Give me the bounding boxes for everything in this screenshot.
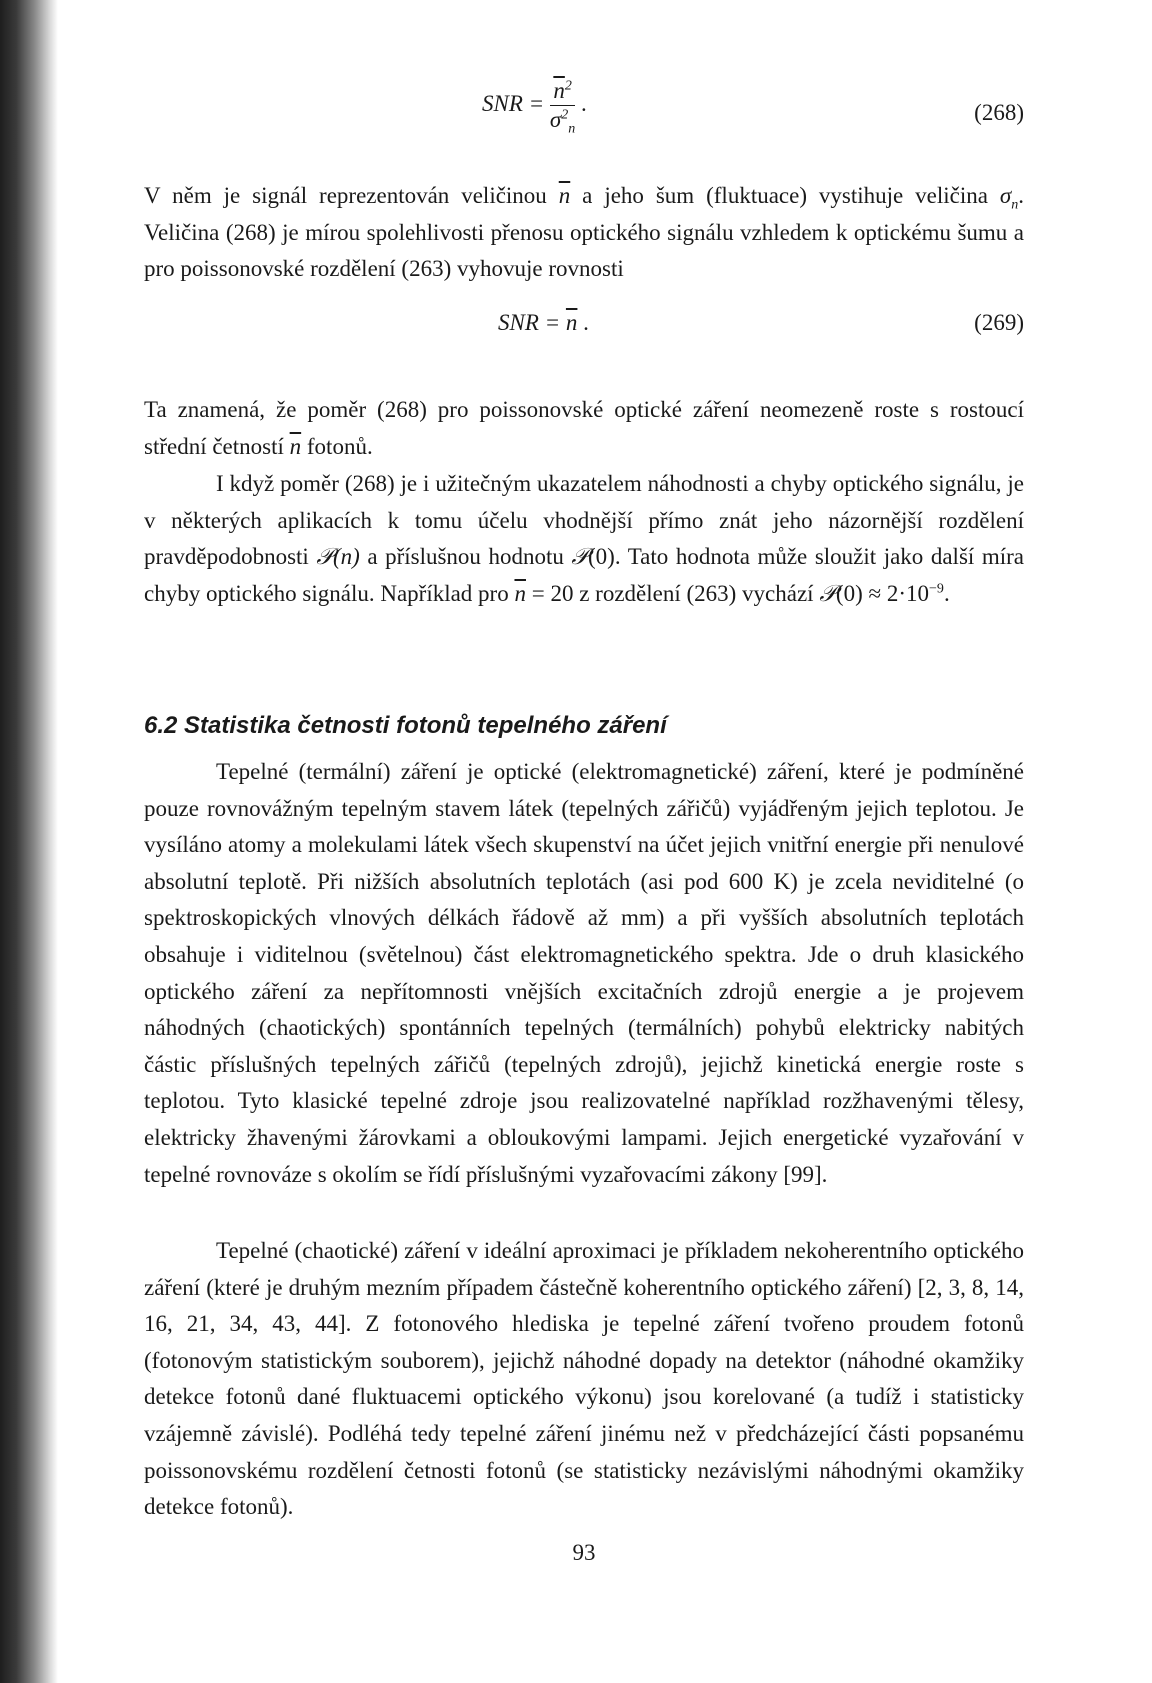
equation-268-lhs: SNR =	[482, 90, 550, 116]
equation-268	[144, 78, 1024, 148]
paragraph-3: I když poměr (268) je i užitečným ukazatelem náhodnosti a chyby optického signálu, je v některých aplikacích k tomu účelu vhodnější přímo znát jeho názornější rozdělení pravděpodobnosti 𝒫(n) a příslušnou hodnotu 𝒫(0). Tato hodnota může sloužit jako další míra chyby optického signálu. Například pro $\overline{n} = 20$ z rozdělení (263) vychází 𝒫(0) ≈ $2\cdot 10^{-9}$.	[144, 471, 1024, 607]
binding-shadow	[0, 0, 58, 1683]
equation-number-269: (269)	[974, 310, 1024, 335]
paragraph-1: V něm je signál reprezentován veličinou $\overline{n}$ a jeho šum (fluktuace) vystihuje veličina $\sigma_n$. Veličina (268) je mírou spolehlivosti přenosu optického signálu vzhledem k optickému šumu a pro poissonovské rozdělení (263) vyhovuje rovnosti	[144, 183, 1024, 282]
equation-269	[144, 306, 1024, 346]
equation-268-body: SNR = $\frac{\overline{n}^2}{\sigma^2_n}$ .	[482, 78, 587, 137]
page-number: 93	[572, 1540, 596, 1565]
paragraph-2: Ta znamená, že poměr (268) pro poissonovské optické záření neomezeně roste s rostoucí střední četností $\overline{n}$ fotonů.	[144, 397, 1024, 459]
paragraph-5: Tepelné (chaotické) záření v ideální aproximaci je příkladem nekoherentního optického záření (které je druhým mezním případem částečně koherentního optického záření) [2, 3, 8, 14, 16, 21, 34, 43, 44]. Z fotonového hlediska je tepelné záření tvořeno proudem fotonů (fotonovým statistickým souborem), jejichž náhodné dopady na detektor (náhodné okamžiky detekce fotonů dané fluktuacemi optického výkonu) jsou korelované (a tudíž i statisticky vzájemně závislé). Podléhá tedy tepelné záření jinému než v předcházející části popsanému poissonovskému rozdělení četnosti fotonů (se statisticky nezávislými náhodnými okamžiky detekce fotonů).	[144, 1238, 1024, 1520]
equation-number-268: (268)	[974, 100, 1024, 125]
section-heading: 6.2 Statistika četnosti fotonů tepelného záření	[144, 712, 667, 739]
equation-269-body: SNR = $\overline{n}$ .	[498, 310, 589, 335]
equation-268-fraction: $\frac{\overline{n}^2}{\sigma^2_n}$	[549, 78, 576, 137]
paragraph-4: Tepelné (termální) záření je optické (elektromagnetické) záření, které je podmíněné pouze rovnovážným tepelným stavem látek (tepelných zářičů) vyjádřeným jejich teplotou. Je vysíláno atomy a molekulami látek všech skupenství na účet jejich vnitřní energie při nenulové absolutní teplotě. Při nižších absolutních teplotách (asi pod 600 K) je zcela neviditelné (o spektroskopických vlnových délkách řádově až mm) a při vyšších absolutních teplotách obsahuje i viditelnou (světelnou) část elektromagnetického spektra. Jde o druh klasického optického záření za nepřítomnosti vnějších excitačních zdrojů energie a je projevem náhodných (chaotických) spontánních tepelných (termálních) pohybů elektricky nabitých částic příslušných tepelných zářičů (tepelných zdrojů), jejichž kinetická energie roste s teplotou. Tyto klasické tepelné zdroje jsou realizovatelné například rozžhavenými tělesy, elektricky žhavenými žárovkami a obloukovými lampami. Jejich energetické vyzařování v tepelné rovnováze s okolím se řídí příslušnými vyzařovacími zákony [99].	[144, 759, 1024, 1187]
page	[144, 0, 1024, 1683]
